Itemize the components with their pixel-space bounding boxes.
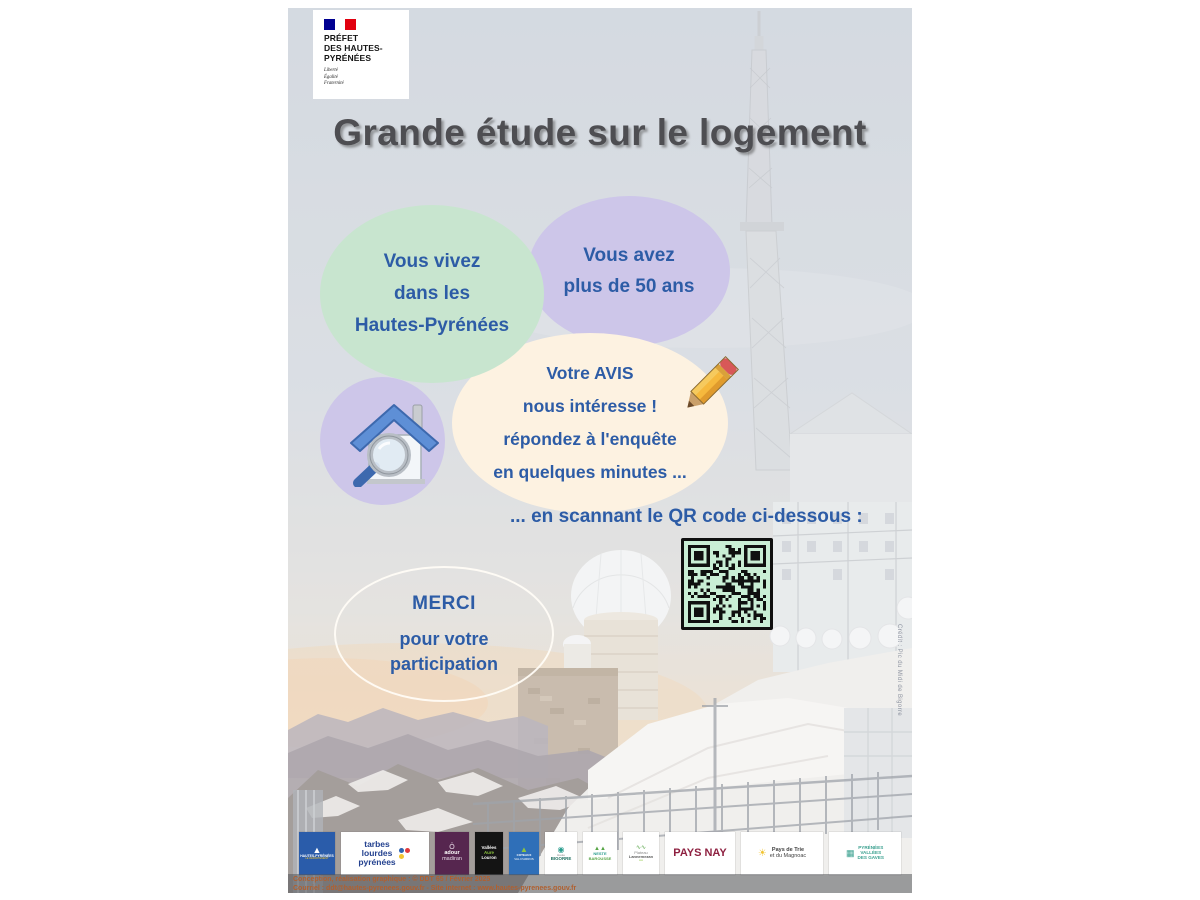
partner-logo-line: Plateau <box>634 849 648 855</box>
partner-logo-glyph: ∿∿ <box>635 844 647 851</box>
partner-logo-text <box>442 851 462 863</box>
partner-logo-text <box>300 855 334 861</box>
partner-logo-line: ▪▪▪▪ <box>638 858 644 863</box>
partner-logo-glyph: ☀ <box>757 847 767 859</box>
partner-logo-line: tarbes <box>364 838 390 849</box>
bubble-line: en quelques minutes ... <box>493 462 687 482</box>
partner-logo-line: madiran <box>442 856 462 862</box>
thanks-oval <box>334 566 554 702</box>
partner-logo-text <box>629 851 653 863</box>
partner-logo-glyph: ◉ <box>557 844 565 854</box>
partner-logo-strip <box>288 832 912 875</box>
partner-logo-line: HAUTES-PYRÉNÉES <box>300 853 334 858</box>
partner-logo-pays-nay <box>665 832 735 875</box>
partner-logo-line: NESTE <box>593 851 607 857</box>
partner-logo-line: lourdes <box>361 847 393 858</box>
thanks-line: MERCI <box>412 593 476 614</box>
partner-logo-text <box>358 840 395 868</box>
motto-line: Liberté <box>324 67 338 73</box>
motto-line: Égalité <box>324 74 338 80</box>
partner-logo-dot <box>399 854 404 859</box>
partner-logo-line: PAYS NAY <box>673 846 727 859</box>
partner-logo-tarbes-lourdes-pyrenees <box>341 832 429 875</box>
photo-credit: Crédit : Pic du Midi de Bigorre <box>896 624 902 717</box>
partner-logo-text <box>770 848 806 860</box>
partner-logo-line: et du Magnoac <box>769 852 807 859</box>
partner-logo-line: BIGORRE <box>550 855 572 861</box>
partner-logo-dots <box>399 848 412 859</box>
partner-logo-line: VAL D'ARROS <box>514 856 534 861</box>
prefecture-name-line: PYRÉNÉES <box>324 53 372 64</box>
footer-credits <box>288 874 912 893</box>
bubble-line: plus de 50 ans <box>563 276 695 297</box>
bubble-vous-avez <box>528 196 730 346</box>
partner-logo-glyph: ▦ <box>846 848 855 858</box>
partner-logo-neste-barousse <box>583 832 617 875</box>
partner-logo-text <box>514 854 534 860</box>
partner-logo-text <box>481 846 496 860</box>
thanks-line: pour votre <box>399 629 489 649</box>
thanks-line: participation <box>389 654 498 674</box>
partner-logo-pays-de-trie-et-du-magnoac <box>741 832 823 875</box>
bubble-line: nous intéresse ! <box>522 396 658 416</box>
qr-caption: ... en scannant le QR code ci-dessous : <box>510 506 863 527</box>
partner-logo-dot <box>399 848 404 853</box>
partner-logo-line: pyrénées <box>358 857 396 868</box>
prefecture-name-line: PRÉFET <box>324 33 359 43</box>
partner-logo-plateau-lannemezan <box>623 832 659 875</box>
bubble-line: dans les <box>393 283 471 304</box>
partner-logo-text <box>551 854 572 862</box>
qr-code <box>681 538 773 630</box>
partner-logo-line: Haute <box>556 852 565 857</box>
prefecture-name <box>324 33 409 64</box>
french-flag-icon <box>324 19 356 30</box>
motto-line: Fraternité <box>324 81 344 87</box>
prefecture-logo <box>313 10 409 99</box>
partner-logo-glyph: Ô <box>449 844 455 852</box>
partner-logo-line: Vallées <box>481 845 497 851</box>
partner-logo-line: Aure <box>483 850 494 856</box>
bubble-line: Hautes-Pyrénées <box>354 315 510 336</box>
bubble-line: Votre AVIS <box>546 363 634 383</box>
partner-logo-glyph: ▲▲ <box>594 846 606 853</box>
bubble-vous-vivez <box>320 205 544 383</box>
partner-logo-text <box>673 848 726 860</box>
footer-line: Conception, réalisation graphique : © DDT 65 / Février 2025 <box>293 876 491 883</box>
prefecture-name-line: DES HAUTES- <box>324 43 383 54</box>
partner-logo-line: Pays de Trie <box>771 846 805 853</box>
footer-line: Courriel : ddt@hautes-pyrenees.gouv.fr - Site internet : www.hautes-pyrenees.gouv.fr <box>293 884 577 892</box>
partner-logo-haute-bigorre <box>545 832 577 875</box>
prefecture-motto <box>324 68 409 89</box>
partner-logo-line: BAROUSSE <box>588 855 612 861</box>
house-search-icon <box>347 397 442 487</box>
partner-logo-line: Lannemezan <box>628 853 654 859</box>
partner-logo-line: PYRÉNÉES <box>858 845 884 851</box>
partner-logo-coteaux-val-darros <box>509 832 539 875</box>
bubble-line: Vous avez <box>583 245 675 266</box>
partner-logo-text <box>858 846 884 861</box>
partner-logo-adour-madiran <box>435 832 469 875</box>
partner-logo-pyrenees-vallees-des-gaves <box>829 832 901 875</box>
poster-title: Grande étude sur le logement <box>333 112 867 153</box>
partner-logo-glyph: ▲ <box>520 845 528 855</box>
poster <box>288 8 912 893</box>
partner-logo-text <box>589 852 612 861</box>
partner-logo-vallees-aure-louron <box>475 832 503 875</box>
partner-logo-line: DES GAVES <box>857 854 884 860</box>
partner-logo-hautes-pyrenees-departement <box>299 832 335 875</box>
partner-logo-dot <box>405 848 410 853</box>
bubble-line: répondez à l'enquête <box>503 429 677 449</box>
partner-logo-line: LE DÉPARTEMENT <box>305 857 329 861</box>
partner-logo-line: Louron <box>481 854 497 860</box>
partner-logo-line: adour <box>444 850 460 857</box>
partner-logo-glyph: ▲ <box>312 844 322 855</box>
partner-logo-line: COTEAUX <box>516 853 532 858</box>
bubble-line: Vous vivez <box>383 251 481 272</box>
partner-logo-line: VALLÉES <box>860 850 882 856</box>
